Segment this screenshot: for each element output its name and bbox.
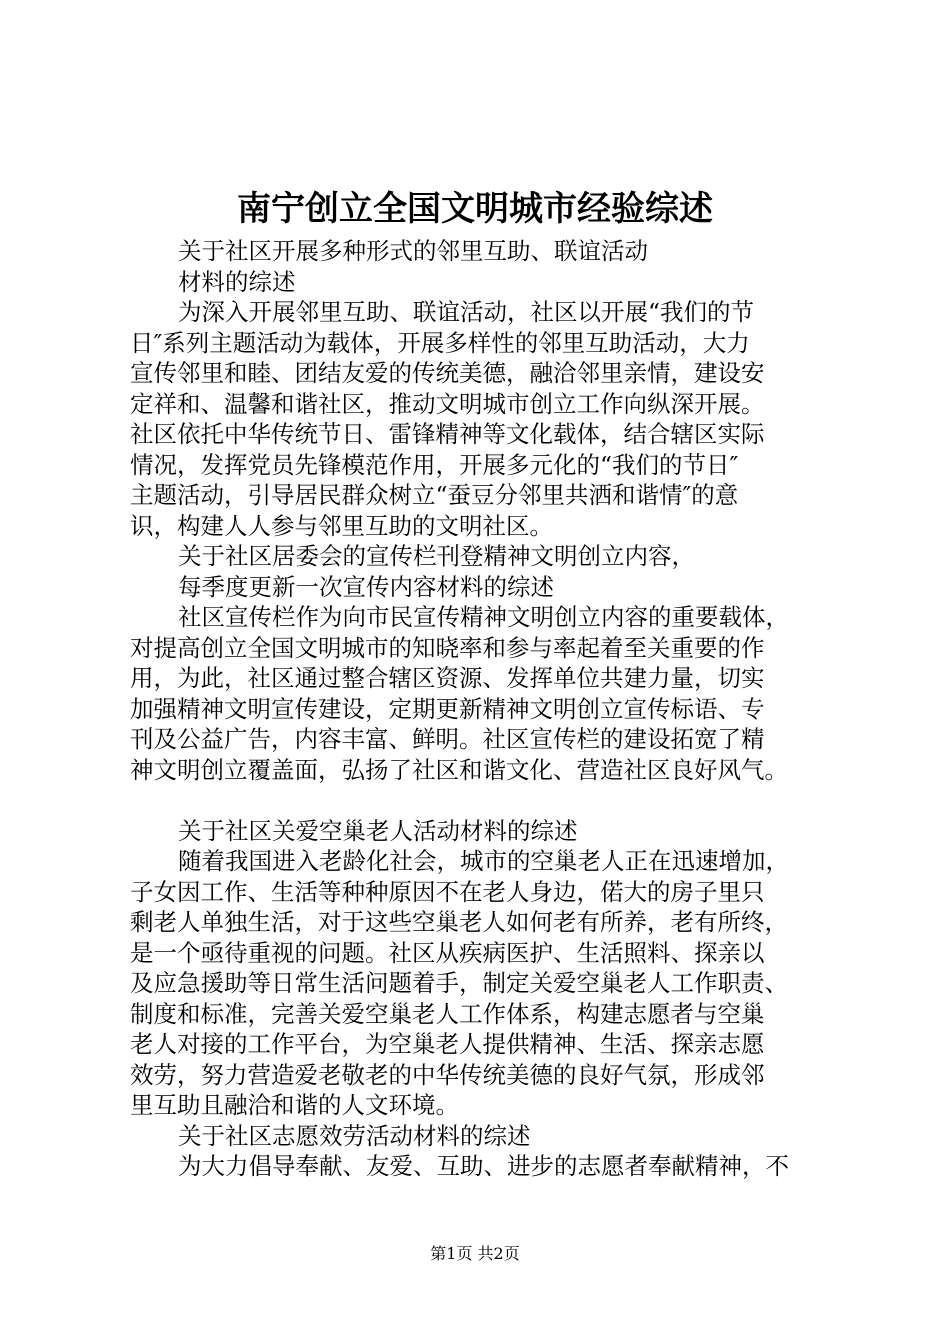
paragraph-spacer xyxy=(130,785,830,816)
section-heading: 每季度更新一次宣传内容材料的综述 xyxy=(178,572,554,601)
section-heading: 材料的综述 xyxy=(178,267,296,296)
paragraph-line: 社区依托中华传统节日、雷锋精神等文化载体，结合辖区实际 xyxy=(130,420,765,448)
paragraph-line: 宣传邻里和睦、团结友爱的传统美德，融洽邻里亲情，建设安 xyxy=(130,359,765,387)
paragraph-line: 为深入开展邻里互助、联谊活动，社区以开展“我们的节 xyxy=(178,298,755,326)
paragraph-line: 里互助且融洽和谐的人文环境。 xyxy=(130,1091,459,1119)
paragraph-line: 效劳，努力营造爱老敬老的中华传统美德的良好气氛，形成邻 xyxy=(130,1060,765,1089)
paragraph-line: 为大力倡导奉献、友爱、互助、进步的志愿者奉献精神，不 xyxy=(178,1152,789,1180)
paragraph-line: 是一个亟待重视的问题。社区从疾病医护、生活照料、探亲以 xyxy=(130,938,765,967)
paragraph-line: 随着我国进入老龄化社会，城市的空巢老人正在迅速增加， xyxy=(178,847,789,875)
paragraph-line: 剩老人单独生活，对于这些空巢老人如何老有所养，老有所终， xyxy=(130,908,788,936)
paragraph-line: 刊及公益广告，内容丰富、鲜明。社区宣传栏的建设拓宽了精 xyxy=(130,725,765,753)
paragraph-line: 日″系列主题活动为载体，开展多样性的邻里互助活动，大力 xyxy=(130,328,750,357)
paragraph-line: 情况，发挥党员先锋模范作用，开展多元化的“我们的节日″ xyxy=(130,450,739,479)
paragraph-line: 主题活动，引导居民群众树立“蚕豆分邻里共洒和谐情″的意 xyxy=(130,481,739,509)
paragraph-line: 老人对接的工作平台，为空巢老人提供精神、生活、探亲志愿 xyxy=(130,1030,765,1058)
section-heading: 关于社区关爱空巢老人活动材料的综述 xyxy=(178,816,578,845)
document-body xyxy=(130,236,830,1182)
section-heading: 关于社区志愿效劳活动材料的综述 xyxy=(178,1121,531,1150)
paragraph-line: 社区宣传栏作为向市民宣传精神文明创立内容的重要载体， xyxy=(178,603,789,631)
paragraph-line: 加强精神文明宣传建设，定期更新精神文明创立宣传标语、专 xyxy=(130,694,765,723)
paragraph-line: 子女因工作、生活等种种原因不在老人身边，偌大的房子里只 xyxy=(130,877,765,906)
paragraph-line: 定祥和、温馨和谐社区，推动文明城市创立工作向纵深开展。 xyxy=(130,389,765,418)
document-title: 南宁创立全国文明城市经验综述 xyxy=(237,189,713,229)
paragraph-line: 识，构建人人参与邻里互助的文明社区。 xyxy=(130,511,553,540)
paragraph-line: 神文明创立覆盖面，弘扬了社区和谐文化、营造社区良好风气。 xyxy=(130,755,788,784)
paragraph-line: 制度和标准，完善关爱空巢老人工作体系，构建志愿者与空巢 xyxy=(130,999,765,1028)
section-heading: 关于社区开展多种形式的邻里互助、联谊活动 xyxy=(178,237,648,265)
paragraph-line: 用，为此，社区通过整合辖区资源、发挥单位共建力量，切实 xyxy=(130,664,765,692)
paragraph-line: 及应急援助等日常生活问题着手，制定关爱空巢老人工作职责、 xyxy=(130,969,788,997)
section-heading: 关于社区居委会的宣传栏刊登精神文明创立内容， xyxy=(178,542,695,570)
paragraph-line: 对提高创立全国文明城市的知晓率和参与率起着至关重要的作 xyxy=(130,633,765,662)
page-number-footer: 第1页 共2页 xyxy=(430,1244,520,1263)
